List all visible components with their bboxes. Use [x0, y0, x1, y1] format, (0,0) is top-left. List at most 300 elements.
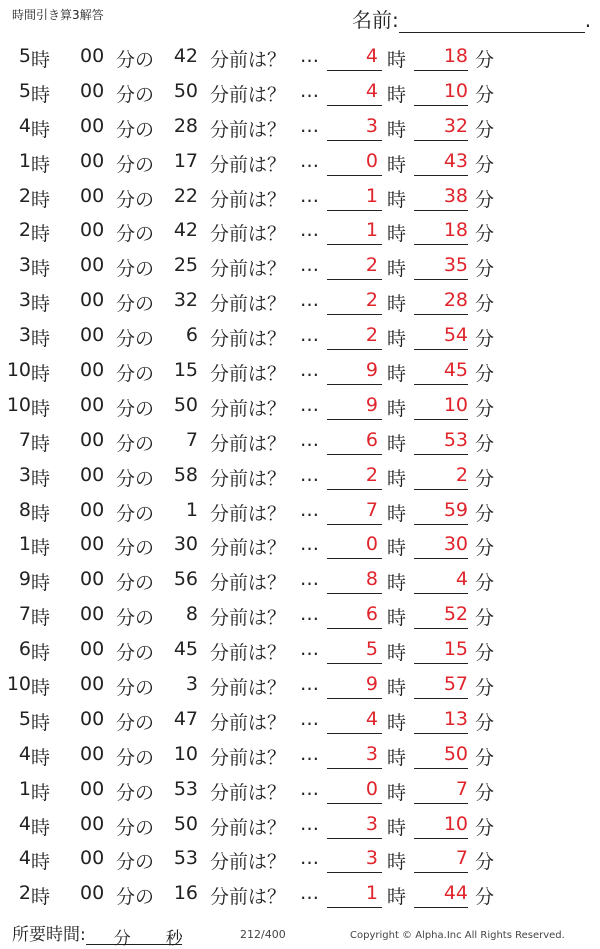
ellipsis: … [300, 254, 319, 277]
answer-minute-blank[interactable] [414, 175, 468, 176]
ellipsis: … [300, 847, 319, 870]
answer-minute-blank[interactable] [414, 907, 468, 908]
answer-minute: 44 [443, 882, 468, 905]
hour-unit: 時 [31, 537, 51, 560]
minutes-before-question: 分前は？ [210, 886, 287, 909]
answer-hour: 6 [365, 603, 378, 626]
minutes-before-question: 分前は？ [210, 188, 287, 211]
answer-hour-unit: 時 [387, 781, 407, 804]
copyright: Copyright © Alpha.Inc All Rights Reserved. [350, 930, 565, 941]
minutes-before-value: 17 [173, 149, 198, 172]
answer-minute-blank[interactable] [414, 384, 468, 385]
ellipsis: … [300, 882, 319, 905]
ellipsis: … [300, 114, 319, 137]
answer-hour-blank[interactable] [327, 872, 382, 873]
ellipsis: … [300, 289, 319, 312]
hour-value: 3 [18, 324, 31, 347]
answer-minute-unit: 分 [475, 432, 495, 455]
answer-minute-unit: 分 [475, 642, 495, 665]
answer-minute-unit: 分 [475, 188, 495, 211]
minutes-before-value: 1 [185, 498, 198, 521]
answer-hour-blank[interactable] [327, 733, 382, 734]
answer-hour-blank[interactable] [327, 210, 382, 211]
minute-of-label: 分の [116, 328, 155, 351]
hour-unit: 時 [31, 432, 51, 455]
answer-hour: 4 [365, 79, 378, 102]
minutes-before-value: 7 [185, 428, 198, 451]
answer-hour-blank[interactable] [327, 384, 382, 385]
answer-hour-unit: 時 [387, 118, 407, 141]
minutes-before-value: 16 [173, 882, 198, 905]
hour-unit: 時 [31, 677, 51, 700]
minute-of-label: 分の [116, 781, 155, 804]
hour-value: 2 [18, 882, 31, 905]
minutes-before-value: 30 [173, 533, 198, 556]
minutes-before-question: 分前は？ [210, 223, 287, 246]
answer-hour-unit: 時 [387, 711, 407, 734]
answer-minute-blank[interactable] [414, 698, 468, 699]
answer-hour-blank[interactable] [327, 314, 382, 315]
minute-zero: 00 [80, 673, 105, 696]
problem-row [0, 353, 600, 388]
minute-zero: 00 [80, 638, 105, 661]
answer-hour: 9 [365, 393, 378, 416]
answer-hour: 2 [365, 254, 378, 277]
hour-value: 2 [18, 184, 31, 207]
hour-value: 5 [18, 79, 31, 102]
answer-hour: 9 [365, 673, 378, 696]
minutes-before-question: 分前は？ [210, 537, 287, 560]
answer-hour-unit: 時 [387, 467, 407, 490]
answer-hour-unit: 時 [387, 49, 407, 71]
answer-minute-unit: 分 [475, 711, 495, 734]
minute-zero: 00 [80, 812, 105, 835]
answer-minute: 15 [443, 638, 468, 661]
minute-zero: 00 [80, 428, 105, 451]
minutes-before-question: 分前は？ [210, 397, 287, 420]
problem-row [0, 74, 600, 109]
ellipsis: … [300, 324, 319, 347]
hour-value: 3 [18, 254, 31, 277]
answer-minute-unit: 分 [475, 781, 495, 804]
hour-unit: 時 [31, 711, 51, 734]
ellipsis: … [300, 812, 319, 835]
hour-value: 4 [18, 847, 31, 870]
minute-of-label: 分の [116, 502, 155, 525]
hour-unit: 時 [31, 816, 51, 839]
answer-minute: 10 [443, 812, 468, 835]
ellipsis: … [300, 463, 319, 486]
answer-hour-unit: 時 [387, 397, 407, 420]
answer-hour: 3 [365, 114, 378, 137]
hour-unit: 時 [31, 397, 51, 420]
answer-minute-unit: 分 [475, 118, 495, 141]
ellipsis: … [300, 603, 319, 626]
minute-of-label: 分の [116, 258, 155, 281]
ellipsis: … [300, 45, 319, 67]
answer-hour-blank[interactable] [327, 593, 382, 594]
minutes-before-question: 分前は？ [210, 467, 287, 490]
minute-of-label: 分の [116, 746, 155, 769]
answer-minute-blank[interactable] [414, 349, 468, 350]
problem-row [0, 876, 600, 911]
answer-hour-blank[interactable] [327, 244, 382, 245]
answer-minute-unit: 分 [475, 293, 495, 316]
minutes-before-value: 42 [173, 45, 198, 67]
minute-of-label: 分の [116, 851, 155, 874]
answer-minute: 10 [443, 79, 468, 102]
minute-of-label: 分の [116, 293, 155, 316]
minute-zero: 00 [80, 777, 105, 800]
answer-minute: 7 [455, 777, 468, 800]
hour-value: 3 [18, 463, 31, 486]
minute-zero: 00 [80, 114, 105, 137]
answer-minute: 57 [443, 673, 468, 696]
hour-value: 10 [6, 359, 31, 382]
answer-minute: 18 [443, 219, 468, 242]
answer-minute: 7 [455, 847, 468, 870]
ellipsis: … [300, 498, 319, 521]
ellipsis: … [300, 184, 319, 207]
minute-of-label: 分の [116, 886, 155, 909]
answer-hour: 8 [365, 568, 378, 591]
answer-minute: 18 [443, 45, 468, 67]
answer-minute-blank[interactable] [414, 489, 468, 490]
hour-unit: 時 [31, 223, 51, 246]
minute-of-label: 分の [116, 153, 155, 176]
problem-row [0, 458, 600, 493]
answer-hour: 6 [365, 428, 378, 451]
minutes-before-question: 分前は？ [210, 781, 287, 804]
answer-hour-blank[interactable] [327, 419, 382, 420]
answer-hour-unit: 時 [387, 223, 407, 246]
minutes-before-value: 42 [173, 219, 198, 242]
answer-minute-blank[interactable] [414, 663, 468, 664]
hour-value: 5 [18, 707, 31, 730]
answer-hour: 9 [365, 359, 378, 382]
answer-hour: 2 [365, 289, 378, 312]
answer-minute: 38 [443, 184, 468, 207]
hour-unit: 時 [31, 293, 51, 316]
minute-zero: 00 [80, 79, 105, 102]
hour-unit: 時 [31, 328, 51, 351]
answer-minute-blank[interactable] [414, 140, 468, 141]
answer-minute-unit: 分 [475, 153, 495, 176]
minutes-before-value: 56 [173, 568, 198, 591]
answer-hour: 1 [365, 219, 378, 242]
answer-hour-blank[interactable] [327, 279, 382, 280]
minutes-before-value: 50 [173, 79, 198, 102]
answer-minute-blank[interactable] [414, 593, 468, 594]
minutes-before-value: 15 [173, 359, 198, 382]
minute-zero: 00 [80, 45, 105, 67]
hour-unit: 時 [31, 886, 51, 909]
answer-minute-blank[interactable] [414, 838, 468, 839]
minutes-before-question: 分前は？ [210, 258, 287, 281]
hour-unit: 時 [31, 572, 51, 595]
answer-minute: 53 [443, 428, 468, 451]
minutes-before-question: 分前は？ [210, 118, 287, 141]
minutes-before-value: 8 [185, 603, 198, 626]
answer-minute-blank[interactable] [414, 210, 468, 211]
minute-zero: 00 [80, 847, 105, 870]
answer-minute: 54 [443, 324, 468, 347]
name-label: 名前: [352, 8, 399, 32]
answer-minute: 50 [443, 742, 468, 765]
answer-hour: 0 [365, 777, 378, 800]
minute-zero: 00 [80, 184, 105, 207]
answer-hour: 7 [365, 498, 378, 521]
answer-hour-unit: 時 [387, 432, 407, 455]
answer-minute-blank[interactable] [414, 419, 468, 420]
answer-minute-blank[interactable] [414, 454, 468, 455]
answer-hour-unit: 時 [387, 746, 407, 769]
answer-minute: 2 [455, 463, 468, 486]
hour-value: 4 [18, 812, 31, 835]
answer-hour-unit: 時 [387, 293, 407, 316]
answer-minute-blank[interactable] [414, 314, 468, 315]
answer-minute-blank[interactable] [414, 105, 468, 106]
minutes-before-question: 分前は？ [210, 153, 287, 176]
minute-of-label: 分の [116, 677, 155, 700]
minute-of-label: 分の [116, 118, 155, 141]
required-time [12, 920, 183, 949]
hour-value: 10 [6, 673, 31, 696]
hour-unit: 時 [31, 188, 51, 211]
answer-hour: 0 [365, 533, 378, 556]
answer-hour-unit: 時 [387, 502, 407, 525]
answer-hour-blank[interactable] [327, 698, 382, 699]
answer-minute-blank[interactable] [414, 872, 468, 873]
ellipsis: … [300, 428, 319, 451]
problem-row [0, 807, 600, 842]
hour-value: 2 [18, 219, 31, 242]
minutes-before-question: 分前は？ [210, 607, 287, 630]
minute-zero: 00 [80, 254, 105, 277]
answer-minute-unit: 分 [475, 467, 495, 490]
answer-hour-blank[interactable] [327, 524, 382, 525]
problem-row [0, 318, 600, 353]
minute-of-label: 分の [116, 642, 155, 665]
answer-hour-blank[interactable] [327, 140, 382, 141]
answer-minute-unit: 分 [475, 572, 495, 595]
problem-row [0, 144, 600, 179]
minute-zero: 00 [80, 498, 105, 521]
name-line[interactable] [399, 10, 585, 33]
answer-minute-unit: 分 [475, 816, 495, 839]
ellipsis: … [300, 568, 319, 591]
minutes-before-value: 10 [173, 742, 198, 765]
answer-hour-blank[interactable] [327, 454, 382, 455]
ellipsis: … [300, 742, 319, 765]
minute-of-label: 分の [116, 397, 155, 420]
hour-unit: 時 [31, 746, 51, 769]
minutes-before-value: 25 [173, 254, 198, 277]
problem-row [0, 39, 600, 74]
minute-of-label: 分の [116, 223, 155, 246]
problem-row [0, 737, 600, 772]
answer-hour-blank[interactable] [327, 803, 382, 804]
problem-row [0, 772, 600, 807]
answer-minute-unit: 分 [475, 886, 495, 909]
answer-hour-unit: 時 [387, 851, 407, 874]
minute-of-label: 分の [116, 49, 155, 71]
hour-unit: 時 [31, 502, 51, 525]
hour-unit: 時 [31, 49, 51, 71]
problem-row [0, 841, 600, 876]
answer-hour-unit: 時 [387, 258, 407, 281]
ellipsis: … [300, 79, 319, 102]
minute-of-label: 分の [116, 432, 155, 455]
minute-of-label: 分の [116, 572, 155, 595]
answer-minute-blank[interactable] [414, 70, 468, 71]
answer-minute-blank[interactable] [414, 733, 468, 734]
hour-value: 5 [18, 45, 31, 67]
answer-hour-blank[interactable] [327, 349, 382, 350]
hour-value: 7 [18, 603, 31, 626]
answer-hour-blank[interactable] [327, 558, 382, 559]
answer-hour-blank[interactable] [327, 489, 382, 490]
problem-row [0, 213, 600, 248]
answer-minute: 4 [455, 568, 468, 591]
answer-hour-unit: 時 [387, 607, 407, 630]
answer-hour: 4 [365, 707, 378, 730]
answer-minute-blank[interactable] [414, 279, 468, 280]
answer-minute: 43 [443, 149, 468, 172]
answer-minute: 30 [443, 533, 468, 556]
answer-minute: 45 [443, 359, 468, 382]
minutes-before-question: 分前は？ [210, 642, 287, 665]
page-number: 212/400 [240, 928, 286, 941]
minute-zero: 00 [80, 533, 105, 556]
answer-hour-blank[interactable] [327, 838, 382, 839]
answer-hour-blank[interactable] [327, 105, 382, 106]
answer-minute: 13 [443, 707, 468, 730]
answer-minute-unit: 分 [475, 502, 495, 525]
answer-minute-blank[interactable] [414, 558, 468, 559]
minute-of-label: 分の [116, 83, 155, 106]
minutes-before-question: 分前は？ [210, 49, 287, 71]
answer-hour-blank[interactable] [327, 175, 382, 176]
ellipsis: … [300, 673, 319, 696]
minute-zero: 00 [80, 393, 105, 416]
minute-zero: 00 [80, 568, 105, 591]
answer-hour-blank[interactable] [327, 628, 382, 629]
hour-unit: 時 [31, 118, 51, 141]
answer-hour-unit: 時 [387, 363, 407, 386]
minute-label: 分 [113, 929, 131, 949]
answer-minute-blank[interactable] [414, 803, 468, 804]
answer-hour-blank[interactable] [327, 768, 382, 769]
answer-hour: 2 [365, 463, 378, 486]
answer-minute-blank[interactable] [414, 244, 468, 245]
answer-minute-unit: 分 [475, 607, 495, 630]
answer-minute: 32 [443, 114, 468, 137]
answer-hour-blank[interactable] [327, 70, 382, 71]
answer-minute: 28 [443, 289, 468, 312]
minute-of-label: 分の [116, 188, 155, 211]
hour-unit: 時 [31, 781, 51, 804]
problem-row [0, 423, 600, 458]
answer-minute-unit: 分 [475, 258, 495, 281]
problem-row [0, 179, 600, 214]
worksheet-title: 時間引き算3解答 [12, 8, 104, 22]
minute-of-label: 分の [116, 537, 155, 560]
hour-unit: 時 [31, 851, 51, 874]
answer-minute-unit: 分 [475, 677, 495, 700]
problem-row [0, 248, 600, 283]
minutes-before-value: 47 [173, 707, 198, 730]
answer-hour: 2 [365, 324, 378, 347]
answer-hour-unit: 時 [387, 677, 407, 700]
hour-value: 1 [18, 149, 31, 172]
answer-hour-unit: 時 [387, 537, 407, 560]
second-label: 秒 [165, 929, 183, 949]
answer-minute-blank[interactable] [414, 628, 468, 629]
answer-minute-unit: 分 [475, 537, 495, 560]
answer-hour: 1 [365, 882, 378, 905]
hour-unit: 時 [31, 467, 51, 490]
minute-of-label: 分の [116, 711, 155, 734]
problem-row [0, 283, 600, 318]
minutes-before-value: 6 [185, 324, 198, 347]
answer-hour-unit: 時 [387, 816, 407, 839]
minute-zero: 00 [80, 707, 105, 730]
hour-value: 7 [18, 428, 31, 451]
hour-value: 8 [18, 498, 31, 521]
minutes-before-value: 53 [173, 847, 198, 870]
hour-unit: 時 [31, 607, 51, 630]
answer-hour-blank[interactable] [327, 663, 382, 664]
minutes-before-question: 分前は？ [210, 851, 287, 874]
ellipsis: … [300, 777, 319, 800]
hour-unit: 時 [31, 153, 51, 176]
answer-minute-blank[interactable] [414, 768, 468, 769]
ellipsis: … [300, 393, 319, 416]
ellipsis: … [300, 359, 319, 382]
minute-of-label: 分の [116, 607, 155, 630]
minute-zero: 00 [80, 289, 105, 312]
minute-zero: 00 [80, 149, 105, 172]
required-time-label: 所要時間: [12, 925, 86, 945]
answer-minute-blank[interactable] [414, 524, 468, 525]
answer-minute-unit: 分 [475, 397, 495, 420]
answer-hour: 3 [365, 847, 378, 870]
problem-list [0, 39, 600, 911]
minute-zero: 00 [80, 324, 105, 347]
problem-row [0, 562, 600, 597]
answer-minute-unit: 分 [475, 223, 495, 246]
answer-hour-unit: 時 [387, 83, 407, 106]
hour-value: 10 [6, 393, 31, 416]
hour-value: 1 [18, 777, 31, 800]
minute-zero: 00 [80, 603, 105, 626]
hour-value: 3 [18, 289, 31, 312]
ellipsis: … [300, 219, 319, 242]
hour-unit: 時 [31, 642, 51, 665]
problem-row [0, 667, 600, 702]
hour-value: 9 [18, 568, 31, 591]
hour-unit: 時 [31, 363, 51, 386]
answer-minute: 52 [443, 603, 468, 626]
minute-zero: 00 [80, 219, 105, 242]
minutes-before-question: 分前は？ [210, 363, 287, 386]
problem-row [0, 527, 600, 562]
answer-hour-blank[interactable] [327, 907, 382, 908]
answer-minute-unit: 分 [475, 83, 495, 106]
required-time-line[interactable] [86, 924, 183, 949]
answer-hour-unit: 時 [387, 572, 407, 595]
